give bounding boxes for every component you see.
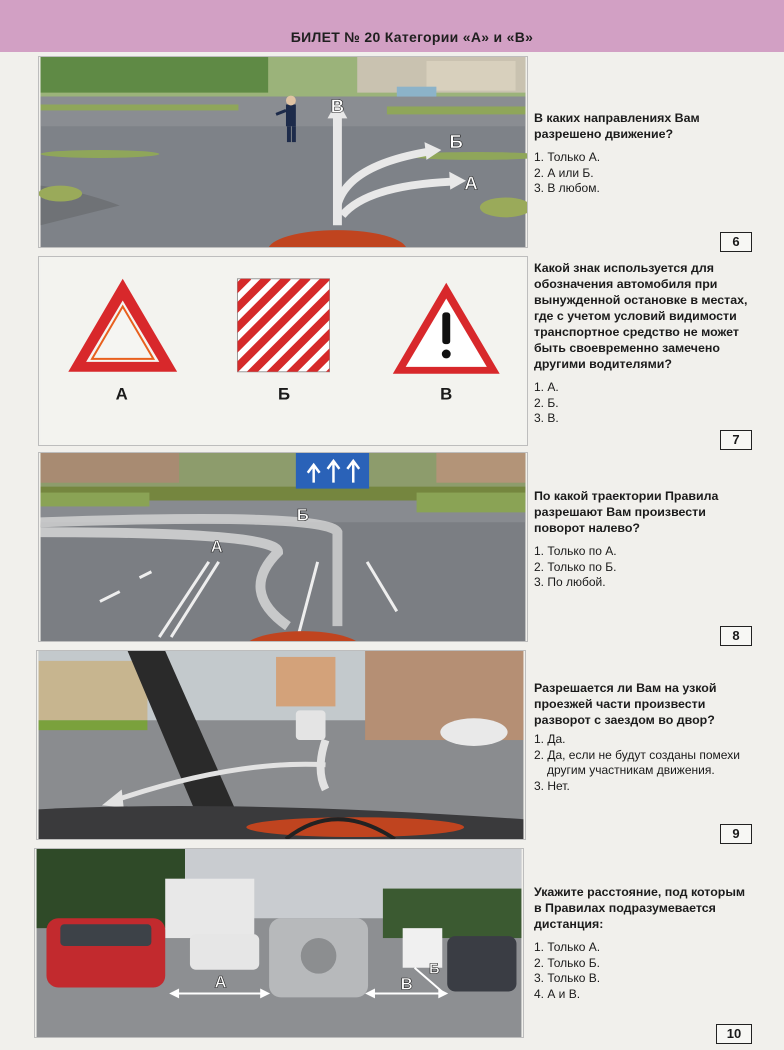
question-10-panel xyxy=(534,848,756,1048)
traffic-distance-image xyxy=(35,849,523,1037)
distance-label-v: В xyxy=(400,974,413,994)
question-number-9: 9 xyxy=(720,824,752,844)
answer-option[interactable]: 3. В любом. xyxy=(534,181,600,195)
answer-option[interactable]: 2. Только по Б. xyxy=(534,559,617,574)
question-9-panel xyxy=(534,650,756,848)
question-7-panel xyxy=(534,256,756,454)
question-7-illustration xyxy=(38,256,528,446)
answer-option[interactable]: 2. А или Б. xyxy=(534,165,594,180)
answer-option[interactable]: 4. А и В. xyxy=(534,986,581,1001)
question-number-8: 8 xyxy=(720,626,752,646)
answer-option[interactable]: 3. Только В. xyxy=(534,971,601,985)
trajectory-label-a: А xyxy=(210,536,223,556)
question-9-text: Разрешается ли Вам на узкой проезжей части произвести разворот с заездом во двор? xyxy=(534,681,717,727)
question-8-text: По какой траектории Правила разрешают Вам произвести поворот налево? xyxy=(534,489,719,535)
narrow-road-u-turn-image xyxy=(37,651,525,839)
answer-option[interactable]: 1. Только А. xyxy=(534,940,601,954)
question-7-answers xyxy=(534,380,756,427)
question-6-illustration xyxy=(38,56,528,248)
question-9-illustration xyxy=(36,650,526,840)
trajectory-label-b: Б xyxy=(296,505,309,525)
answer-option[interactable]: 1. А. xyxy=(534,380,559,394)
label-v: В xyxy=(330,95,345,117)
intersection-traffic-controller-image xyxy=(39,57,527,247)
question-block-7 xyxy=(34,256,756,454)
question-number-10: 10 xyxy=(716,1024,752,1044)
answer-option[interactable]: 3. Нет. xyxy=(534,778,570,793)
question-6-answers xyxy=(534,150,756,197)
question-8-answers xyxy=(534,544,756,591)
answer-option[interactable]: 1. Только А. xyxy=(534,150,601,164)
question-number-6: 6 xyxy=(720,232,752,252)
warning-signs-image xyxy=(39,257,527,445)
distance-label-a: А xyxy=(214,972,227,992)
question-10-text: Укажите расстояние, под которым в Правилах подразумевается дистанция: xyxy=(534,885,746,931)
left-turn-trajectory-image xyxy=(39,453,527,641)
question-10-illustration xyxy=(34,848,524,1038)
answer-option[interactable]: 2. Б. xyxy=(534,395,559,410)
sign-label-a: А xyxy=(115,384,128,404)
sign-label-b: Б xyxy=(277,384,291,404)
label-a: А xyxy=(464,172,478,194)
answer-option[interactable]: 3. В. xyxy=(534,411,559,425)
answer-option[interactable]: 3. По любой. xyxy=(534,575,606,589)
question-6-text: В каких направлениях Вам разрешено движение? xyxy=(534,111,700,141)
question-8-panel xyxy=(534,452,756,650)
question-block-9 xyxy=(34,650,756,848)
answer-option[interactable]: 1. Да. xyxy=(534,732,566,746)
answer-option[interactable]: 2. Только Б. xyxy=(534,955,600,970)
question-block-6 xyxy=(34,56,756,256)
question-block-10 xyxy=(34,848,756,1048)
ticket-title: БИЛЕТ № 20 Категории «А» и «В» xyxy=(290,29,534,45)
question-number-7: 7 xyxy=(720,430,752,450)
question-9-answers xyxy=(534,732,756,794)
label-b: Б xyxy=(449,131,463,153)
question-block-8 xyxy=(34,452,756,650)
question-8-illustration xyxy=(38,452,528,642)
question-7-text: Какой знак используется для обозначения автомобиля при вынужденной остановке в местах, где с учетом условий видимости транспортное средство не может быть своевременно замечено другими водителями? xyxy=(534,261,748,371)
question-10-answers xyxy=(534,940,756,1002)
distance-label-b: Б xyxy=(429,961,440,978)
answer-option[interactable]: 2. Да, если не будут созданы помехи другим участникам движения. xyxy=(534,747,740,777)
answer-option[interactable]: 1. Только по А. xyxy=(534,544,617,558)
sign-label-v: В xyxy=(440,384,453,404)
ticket-header xyxy=(0,0,784,52)
question-6-panel xyxy=(534,56,756,256)
